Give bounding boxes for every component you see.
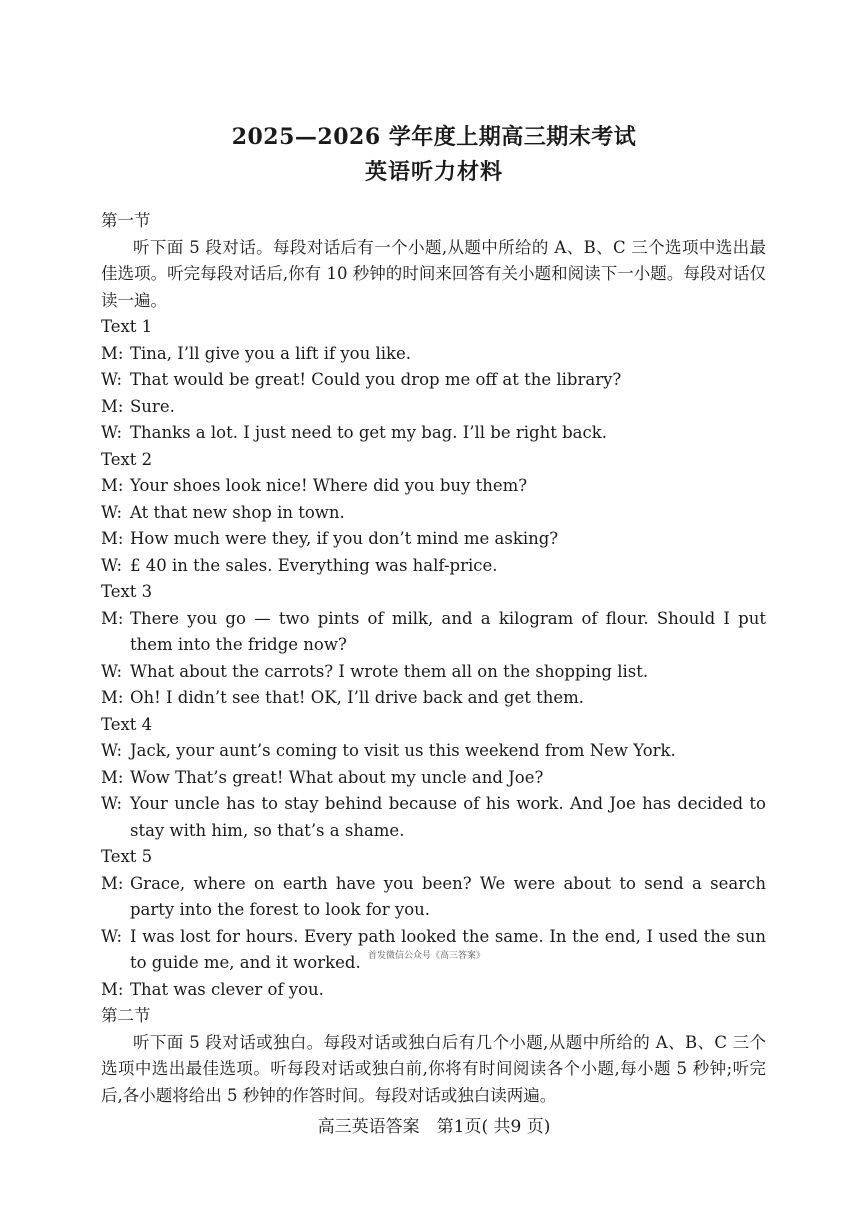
text-label: Text 3 <box>101 582 153 601</box>
dialogue-line <box>101 420 766 447</box>
speaker-label: W: <box>101 741 123 760</box>
speaker-label: M: <box>101 396 124 416</box>
dialogue-list <box>101 314 766 1003</box>
speaker-label: M: <box>101 476 124 495</box>
utterance-text: Oh! I didn’t see that! OK, I’ll drive back and get them. <box>130 688 585 707</box>
utterance-text: There you go — two pints of milk, and a kilogram of flour. Should I put them into the fridge now? <box>130 608 766 654</box>
page-subtitle: 英语听力材料 <box>364 159 503 185</box>
dialogue-line <box>101 871 766 924</box>
dialogue-line <box>101 526 766 553</box>
speaker-label: M: <box>101 688 124 707</box>
speaker-label: W: <box>101 555 123 575</box>
speaker-label: M: <box>101 979 124 999</box>
speaker-label: W: <box>101 926 123 946</box>
speaker-label: W: <box>101 661 123 681</box>
speaker-label: M: <box>101 767 124 787</box>
dialogue-line <box>101 791 766 844</box>
speaker-label: W: <box>101 370 123 389</box>
utterance-text: Grace, where on earth have you been? We were about to send a search party into the forest to look for you. <box>130 873 766 919</box>
dialogue-line <box>101 606 766 659</box>
section-heading: 第一节 <box>101 211 151 230</box>
utterance-text: That was clever of you. <box>130 979 324 999</box>
utterance-text: I was lost for hours. Every path looked the same. In the end, I used the sun to guide me, and it worked. <box>130 926 766 972</box>
utterance-text: Thanks a lot. I just need to get my bag. I’ll be right back. <box>130 423 607 442</box>
speaker-label: W: <box>101 502 123 522</box>
utterance-text: At that new shop in town. <box>130 502 345 522</box>
dialogue-line <box>101 738 766 765</box>
dialogue-line <box>101 500 766 527</box>
utterance-text: Your shoes look nice! Where did you buy them? <box>130 476 528 495</box>
speaker-label: M: <box>101 343 124 363</box>
dialogue-line <box>101 367 766 394</box>
dialogue-line <box>101 685 766 712</box>
section-heading: 第二节 <box>101 1006 151 1025</box>
dialogue-line <box>101 553 766 580</box>
section-instructions: 听下面 5 段对话或独白。每段对话或独白后有几个小题,从题中所给的 A、B、C 三个选项中选出最佳选项。听每段对话或独白前,你将有时间阅读各个小题,每小题 5 秒钟;听完后,各小题将给出 5 秒钟的作答时间。每段对话或独白读两遍。 <box>101 1032 766 1105</box>
page-title: 2025—2026 学年度上期高三期末考试 <box>231 124 637 150</box>
dialogue-line <box>101 394 766 421</box>
watermark-text: 首发微信公众号《高三答案》 <box>368 951 486 961</box>
text-label: Text 4 <box>101 714 153 734</box>
utterance-text: Sure. <box>130 396 175 416</box>
dialogue-line <box>101 473 766 500</box>
utterance-text: Your uncle has to stay behind because of his work. And Joe has decided to stay with him, so that’s a shame. <box>130 794 766 840</box>
utterance-text: £ 40 in the sales. Everything was half-price. <box>130 555 498 575</box>
dialogue-line <box>101 659 766 686</box>
utterance-text: What about the carrots? I wrote them all on the shopping list. <box>130 661 649 681</box>
dialogue-line <box>101 341 766 368</box>
speaker-label: M: <box>101 608 124 628</box>
utterance-text: Jack, your aunt’s coming to visit us this weekend from New York. <box>130 741 676 760</box>
utterance-text: Wow That’s great! What about my uncle and Joe? <box>130 767 544 787</box>
text-label: Text 5 <box>101 847 153 866</box>
text-label: Text 2 <box>101 449 153 469</box>
utterance-text: Tina, I’ll give you a lift if you like. <box>130 343 412 363</box>
document-body <box>101 208 766 1109</box>
dialogue-line <box>101 977 766 1004</box>
speaker-label: W: <box>101 794 123 813</box>
speaker-label: M: <box>101 529 124 548</box>
speaker-label: W: <box>101 423 123 442</box>
dialogue-line <box>101 765 766 792</box>
text-label: Text 1 <box>101 317 153 336</box>
utterance-text: That would be great! Could you drop me off at the library? <box>130 370 622 389</box>
page-footer: 高三英语答案 第1页( 共9 页) <box>317 1117 551 1137</box>
speaker-label: M: <box>101 873 124 893</box>
utterance-text: How much were they, if you don’t mind me asking? <box>130 529 559 548</box>
section-instructions: 听下面 5 段对话。每段对话后有一个小题,从题中所给的 A、B、C 三个选项中选出最佳选项。听完每段对话后,你有 10 秒钟的时间来回答有关小题和阅读下一小题。每段对话仅读一遍。 <box>101 237 766 310</box>
